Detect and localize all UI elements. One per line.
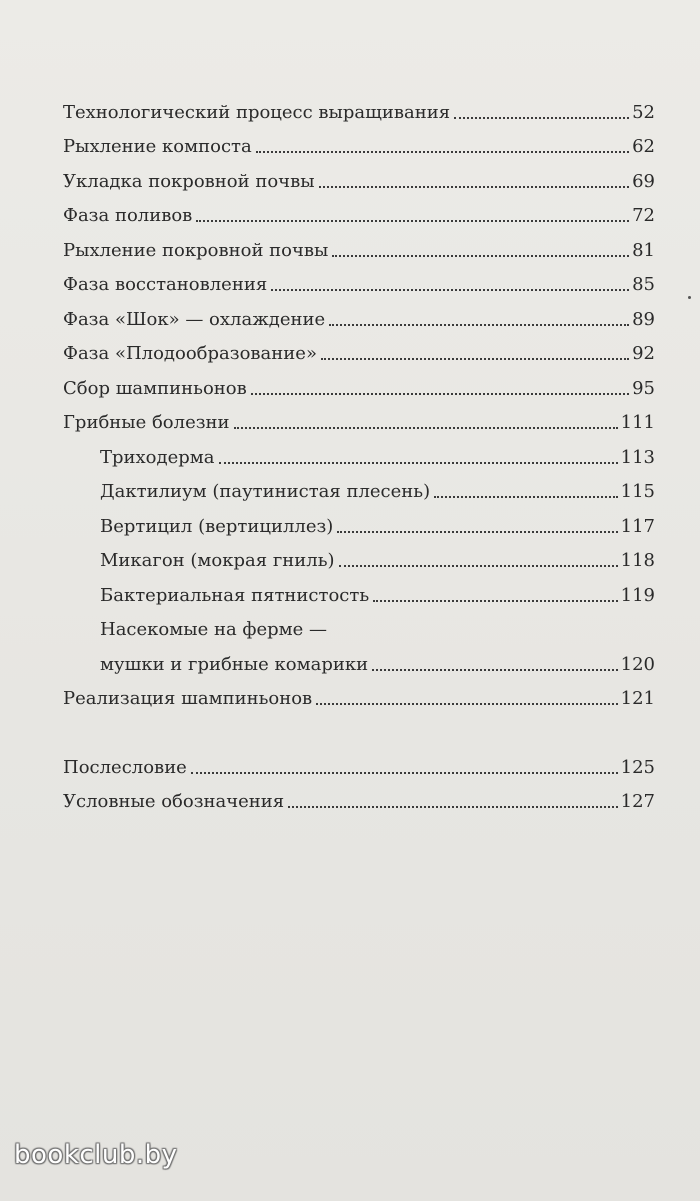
toc-entry-title: Укладка покровной почвы <box>63 170 315 192</box>
site-watermark-logo: bookclub.by <box>14 1140 178 1170</box>
dot-leader <box>219 462 618 464</box>
toc-subentry <box>63 537 655 572</box>
toc-entry-page: 62 <box>632 136 655 157</box>
toc-entry-page: 72 <box>632 205 655 226</box>
toc-entry-title: Фаза «Плодообразование» <box>63 343 317 364</box>
toc-entry-page: 89 <box>632 308 655 330</box>
toc-entry-title: Условные обозначения <box>63 791 285 812</box>
toc-entry-title: Рыхление покровной почвы <box>63 239 329 261</box>
dot-leader <box>454 117 629 119</box>
toc-entry <box>63 675 655 710</box>
toc-entry-page: 127 <box>620 791 655 812</box>
toc-entry <box>63 226 655 261</box>
toc-entry-page: 52 <box>632 101 655 123</box>
toc-subentry <box>63 468 655 503</box>
toc-entry-page: 119 <box>620 584 655 606</box>
toc-entry-title: Триходерма <box>100 446 215 468</box>
toc-subentry <box>63 571 655 606</box>
toc-entry-page: 125 <box>620 756 655 778</box>
section-gap <box>63 709 655 743</box>
toc-entry <box>63 261 655 296</box>
toc-subentry <box>63 433 655 468</box>
table-of-contents <box>63 88 655 812</box>
dot-leader <box>339 565 618 567</box>
toc-entry-title: Фаза поливов <box>63 205 193 226</box>
toc-entry-title: Вертицил (вертициллез) <box>100 515 334 537</box>
toc-entry-title: Реализация шампиньонов <box>63 688 313 709</box>
toc-entry-page: 118 <box>620 550 655 571</box>
toc-entry <box>63 743 655 778</box>
toc-entry <box>63 88 655 123</box>
toc-entry-page: 85 <box>632 274 655 295</box>
toc-entry-page: 111 <box>620 412 655 433</box>
toc-entry-title: Фаза восстановления <box>63 274 268 295</box>
dot-leader <box>373 600 618 602</box>
dot-leader <box>329 324 629 326</box>
toc-entry-page: 113 <box>620 446 655 468</box>
toc-entry-title: мушки и грибные комарики <box>100 653 369 675</box>
toc-entry-title: Дактилиум (паутинистая плесень) <box>100 481 431 502</box>
dot-leader <box>337 531 617 533</box>
dot-leader <box>288 806 617 808</box>
dot-leader <box>234 427 618 429</box>
toc-entry-title: Бактериальная пятнистость <box>100 584 370 606</box>
toc-subentry <box>63 502 655 537</box>
toc-entry-title: Микагон (мокрая гниль) <box>100 550 335 571</box>
toc-entry <box>63 399 655 434</box>
toc-entry-page: 117 <box>620 515 655 537</box>
toc-entry <box>63 330 655 365</box>
dot-leader <box>316 703 617 705</box>
toc-entry-title: Технологический процесс выращивания <box>63 101 451 123</box>
dot-leader <box>321 358 629 360</box>
toc-entry-page: 120 <box>620 653 655 675</box>
toc-entry-title: Рыхление компоста <box>63 136 252 157</box>
dot-leader <box>372 669 618 671</box>
toc-entry <box>63 157 655 192</box>
toc-entry-title: Фаза «Шок» — охлаждение <box>63 308 326 330</box>
dot-leader <box>332 255 629 257</box>
toc-entry <box>63 192 655 227</box>
toc-entry <box>63 778 655 813</box>
toc-entry-page: 81 <box>632 239 655 261</box>
dot-leader <box>256 151 629 153</box>
dot-leader <box>434 496 618 498</box>
toc-entry-page: 95 <box>632 377 655 399</box>
toc-entry-page: 69 <box>632 170 655 192</box>
page-speck <box>688 296 691 299</box>
toc-entry <box>63 295 655 330</box>
toc-entry <box>63 123 655 158</box>
toc-entry-page: 115 <box>620 481 655 502</box>
dot-leader <box>191 772 618 774</box>
toc-subentry-first-line <box>63 606 655 641</box>
toc-entry <box>63 364 655 399</box>
toc-entry-title: Грибные болезни <box>63 412 230 433</box>
toc-subentry <box>63 640 655 675</box>
dot-leader <box>196 220 629 222</box>
dot-leader <box>271 289 629 291</box>
dot-leader <box>319 186 630 188</box>
dot-leader <box>251 393 629 395</box>
toc-entry-page: 92 <box>632 343 655 364</box>
toc-entry-title: Сбор шампиньонов <box>63 377 247 399</box>
toc-entry-page: 121 <box>620 688 655 709</box>
toc-entry-title-line1: Насекомые на ферме — <box>100 619 328 640</box>
toc-entry-title: Послесловие <box>63 756 187 778</box>
